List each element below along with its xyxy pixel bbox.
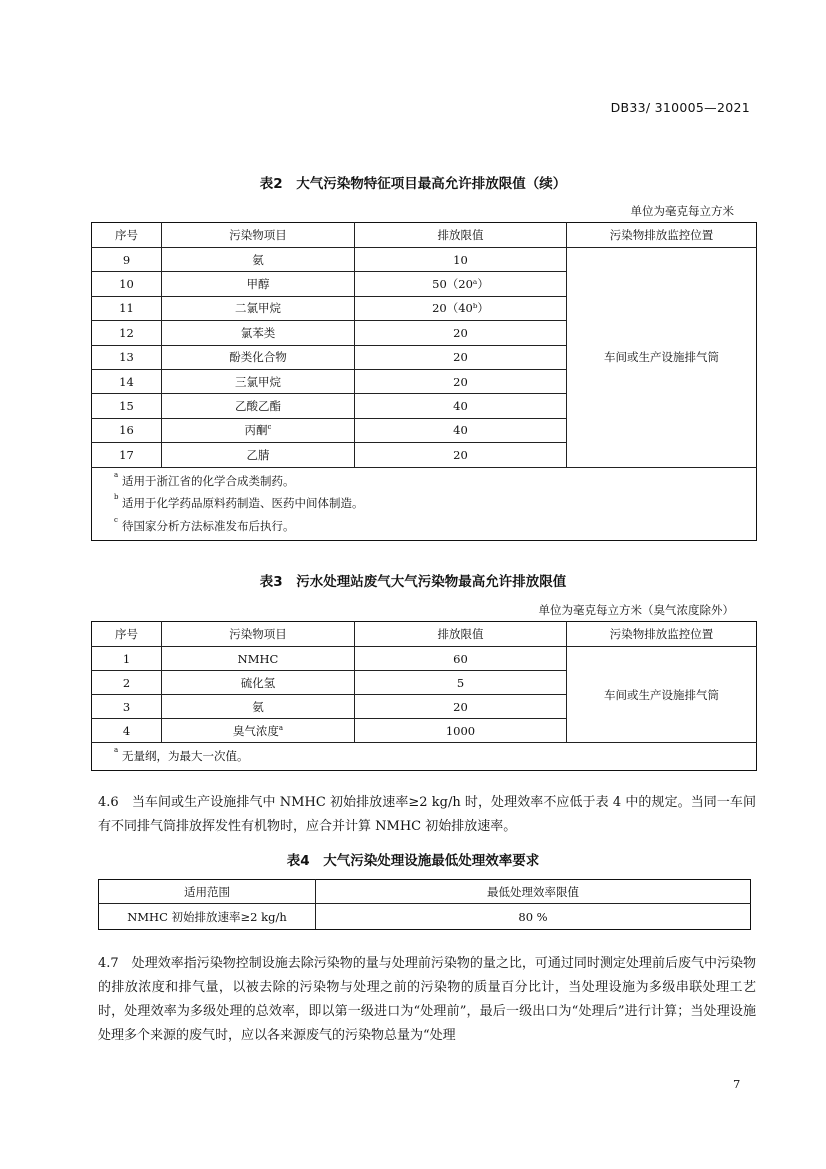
applicable-scope: NMHC 初始排放速率≥2 kg/h <box>99 904 316 930</box>
emission-limit: 20（40ᵇ） <box>355 296 567 320</box>
row-number: 17 <box>92 443 162 467</box>
pollutant-item <box>162 671 355 695</box>
table3 <box>91 621 757 771</box>
row-number: 16 <box>92 418 162 442</box>
row-number: 15 <box>92 394 162 418</box>
footnote <box>114 470 756 493</box>
footnote-mark: a <box>114 746 119 754</box>
emission-limit: 50（20ᵃ） <box>355 272 567 296</box>
table-row <box>99 904 751 930</box>
emission-limit: 20 <box>355 695 567 719</box>
table2-unit: 单位为毫克每立方米 <box>630 204 734 218</box>
row-number: 4 <box>92 719 162 743</box>
emission-limit: 20 <box>355 369 567 393</box>
emission-limit: 40 <box>355 418 567 442</box>
row-number: 11 <box>92 296 162 320</box>
table4-caption: 表4 大气污染处理设施最低处理效率要求 <box>286 853 540 869</box>
header-cell: 排放限值 <box>355 223 567 248</box>
pollutant-item <box>162 719 355 743</box>
pollutant-name: 甲醇 <box>246 277 270 292</box>
row-number: 13 <box>92 345 162 369</box>
monitoring-location: 车间或生产设施排气筒 <box>567 647 757 743</box>
pollutant-name: 硫化氢 <box>240 675 276 690</box>
monitoring-location: 车间或生产设施排气筒 <box>567 248 757 468</box>
table-notes <box>92 743 757 771</box>
emission-limit: 1000 <box>355 719 567 743</box>
header-cell: 污染物项目 <box>162 622 355 647</box>
header-cell: 序号 <box>92 223 162 248</box>
pollutant-name: 氯苯类 <box>240 325 276 340</box>
pollutant-name: 丙酮 <box>244 423 268 438</box>
footnote <box>114 492 756 515</box>
pollutant-item <box>162 345 355 369</box>
emission-limit: 20 <box>355 345 567 369</box>
pollutant-item <box>162 321 355 345</box>
header-cell: 污染物项目 <box>162 223 355 248</box>
row-number: 14 <box>92 369 162 393</box>
pollutant-item <box>162 418 355 442</box>
pollutant-name: 乙腈 <box>246 447 270 462</box>
table-row <box>92 248 757 272</box>
row-number: 1 <box>92 647 162 671</box>
footnote-mark: c <box>267 423 272 432</box>
pollutant-name: 乙酸乙酯 <box>235 399 281 414</box>
pollutant-name: NMHC <box>237 651 279 666</box>
emission-limit: 20 <box>355 443 567 467</box>
pollutant-name: 三氯甲烷 <box>235 374 281 389</box>
table-notes <box>92 467 757 541</box>
table3-unit: 单位为毫克每立方米（臭气浓度除外） <box>538 603 734 617</box>
header-cell: 序号 <box>92 622 162 647</box>
emission-limit: 40 <box>355 394 567 418</box>
footnote-text: 待国家分析方法标准发布后执行。 <box>122 518 295 533</box>
footnote <box>114 745 756 767</box>
paragraph-4-7: 4.7 处理效率指污染物控制设施去除污染物的量与处理前污染物的量之比，可通过同时测定处理前后废气中污染物的排放浓度和排气量，以被去除的污染物与处理之前的污染物的质量百分比计，当处理设施为多级串联处理工艺时，处理效率为多级处理的总效率，即以第一级进口为“处理前”，最后一级出口为“处理后”进行计算；当处理设施处理多个来源的废气时，应以各来源废气的污染物总量为“处理 <box>98 956 756 1043</box>
pollutant-item <box>162 248 355 272</box>
emission-limit: 5 <box>355 671 567 695</box>
row-number: 9 <box>92 248 162 272</box>
row-number: 2 <box>92 671 162 695</box>
pollutant-item <box>162 272 355 296</box>
header-cell: 最低处理效率限值 <box>316 880 751 904</box>
row-number: 3 <box>92 695 162 719</box>
pollutant-name: 氨 <box>252 252 264 267</box>
emission-limit: 60 <box>355 647 567 671</box>
page-number: 7 <box>733 1077 741 1091</box>
pollutant-item <box>162 369 355 393</box>
table2-caption: 表2 大气污染物特征项目最高允许排放限值（续） <box>259 176 567 192</box>
pollutant-name: 酚类化合物 <box>229 350 287 365</box>
footnote-text: 适用于化学药品原料药制造、医药中间体制造。 <box>122 496 364 511</box>
table-row <box>92 647 757 671</box>
emission-limit: 10 <box>355 248 567 272</box>
pollutant-item <box>162 296 355 320</box>
footnote-mark: a <box>278 723 284 732</box>
pollutant-item <box>162 443 355 467</box>
emission-limit: 20 <box>355 321 567 345</box>
pollutant-name: 臭气浓度 <box>232 723 279 738</box>
pollutant-item <box>162 695 355 719</box>
table4 <box>98 879 751 930</box>
row-number: 10 <box>92 272 162 296</box>
footnote-mark: c <box>114 515 118 524</box>
document-id: DB33/ 310005—2021 <box>610 100 750 115</box>
pollutant-name: 二氯甲烷 <box>235 301 281 316</box>
footnote-text: 适用于浙江省的化学合成类制药。 <box>122 473 295 488</box>
pollutant-item <box>162 647 355 671</box>
min-efficiency: 80 % <box>316 904 751 930</box>
footnote-mark: a <box>114 470 119 479</box>
pollutant-item <box>162 394 355 418</box>
footnote-text: 无量纲，为最大一次值。 <box>122 749 249 763</box>
header-cell: 污染物排放监控位置 <box>567 223 757 248</box>
pollutant-name: 氨 <box>252 699 264 714</box>
table3-caption: 表3 污水处理站废气大气污染物最高允许排放限值 <box>259 574 567 590</box>
table2 <box>91 222 757 541</box>
header-cell: 排放限值 <box>355 622 567 647</box>
paragraph-4-6: 4.6 当车间或生产设施排气中 NMHC 初始排放速率≥2 kg/h 时，处理效率不应低于表 4 中的规定。当同一车间有不同排气筒排放挥发性有机物时，应合并计算 NMHC 初始排放速率。 <box>98 795 756 834</box>
footnote <box>114 515 756 538</box>
header-cell: 污染物排放监控位置 <box>567 622 757 647</box>
row-number: 12 <box>92 321 162 345</box>
footnote-mark: b <box>114 493 119 502</box>
header-cell: 适用范围 <box>99 880 316 904</box>
